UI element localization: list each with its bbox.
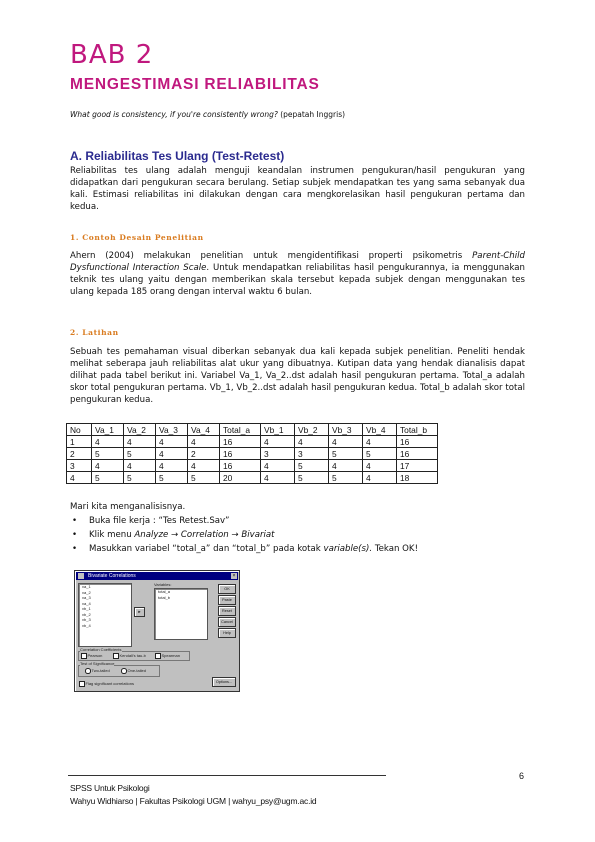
column-header: Total_a xyxy=(220,424,261,436)
table-cell: 4 xyxy=(124,460,156,472)
table-cell: 5 xyxy=(124,472,156,484)
page-number: 6 xyxy=(519,771,525,781)
footer-divider xyxy=(68,775,386,776)
one-tailed-option xyxy=(121,668,146,674)
table-cell: 17 xyxy=(397,460,438,472)
step-text: Masukkan variabel “total_a” dan “total_b” pada kotak xyxy=(89,544,324,554)
table-cell: 5 xyxy=(188,472,220,484)
step-text: Buka file kerja : “Tes Retest.Sav” xyxy=(89,516,230,526)
section-paragraph: Reliabilitas tes ulang adalah menguji keandalan instrumen pengukuran/hasil pengukuran yang didapatkan dari pengukuran secara berulang. Setiap subjek mendapatkan tes yang sama sebanyak dua kali. Estimasi reliabilitas ini dilakukan dengan cara mengkorelasikan hasil pengukuran pertama dan kedua. xyxy=(70,166,525,212)
list-item: va_3 xyxy=(82,595,91,600)
table-cell: 3 xyxy=(67,460,92,472)
table-cell: 5 xyxy=(92,472,124,484)
table-cell: 4 xyxy=(188,460,220,472)
column-header: Vb_3 xyxy=(329,424,363,436)
dialog-titlebar xyxy=(76,572,238,580)
checkbox-icon xyxy=(113,653,119,659)
table-cell: 5 xyxy=(295,460,329,472)
chapter-title: MENGESTIMASI RELIABILITAS xyxy=(70,76,320,93)
column-header: Va_1 xyxy=(92,424,124,436)
table-cell: 2 xyxy=(67,448,92,460)
box-name: variable(s). xyxy=(323,544,373,554)
column-header: No xyxy=(67,424,92,436)
table-cell: 5 xyxy=(363,448,397,460)
pearson-option xyxy=(81,653,102,659)
table-cell: 4 xyxy=(363,436,397,448)
table-cell: 16 xyxy=(220,436,261,448)
list-item xyxy=(70,528,525,542)
option-label: Flag significant correlations xyxy=(85,681,134,686)
paragraph-text: . Untuk mendapatkan reliabilitas hasil pengukurannya, ia menggunakan teknik tes ulang yaitu dengan memberikan skala tersebut kepada subjek dengan menggunakan tes ulang kepada 185 orang dengan interval waktu 6 bulan. xyxy=(70,263,525,297)
table-cell: 4 xyxy=(124,436,156,448)
table-cell: 4 xyxy=(67,472,92,484)
checkbox-icon xyxy=(79,681,85,687)
epigraph-source: (pepatah Inggris) xyxy=(277,110,346,119)
flag-significant-option xyxy=(79,681,134,687)
list-item: va_2 xyxy=(82,589,91,595)
table-cell: 3 xyxy=(295,448,329,460)
option-label: One-tailed xyxy=(127,668,146,673)
section-heading: A. Reliabilitas Tes Ulang (Test-Retest) xyxy=(70,149,285,163)
checkbox-icon xyxy=(81,653,87,659)
footer-author: Wahyu Widhiarso | Fakultas Psikologi UGM | wahyu_psy@ugm.ac.id xyxy=(70,796,317,806)
reset-button: Reset xyxy=(218,606,236,616)
table-cell: 4 xyxy=(261,472,295,484)
table-cell: 5 xyxy=(124,448,156,460)
table-cell: 4 xyxy=(329,436,363,448)
significance-label: Test of Significance xyxy=(80,661,115,666)
exercise-paragraph: Sebuah tes pemahaman visual diberkan sebanyak dua kali kepada subjek penelitian. Peneliti hendak melihat seberapa jauh reliabilitas alat ukur yang dibuatnya. Kutipan data yang hendak dianalisis dapat dilihat pada tabel berikut ini. Variabel Va_1, Va_2..dst adalah hasil pengukuran pertama. Total_a adalah skor total pengukuran pertama. Vb_1, Vb_2..dst adalah hasil pengukuran kedua. Total_b adalah skor total pengukuran kedua. xyxy=(70,347,525,405)
column-header: Vb_4 xyxy=(363,424,397,436)
app-icon xyxy=(78,573,84,579)
list-item: vb_4 xyxy=(82,622,91,628)
variables-label: Variables: xyxy=(154,582,172,587)
subsection-heading-2: 2. Latihan xyxy=(70,328,119,337)
table-row xyxy=(67,436,438,448)
epigraph-quote: What good is consistency, if you're consistently wrong? xyxy=(70,110,278,119)
table-cell: 4 xyxy=(295,436,329,448)
table-cell: 5 xyxy=(295,472,329,484)
table-cell: 5 xyxy=(92,448,124,460)
ok-button: OK xyxy=(218,584,236,594)
help-button: Help xyxy=(218,628,236,638)
spearman-option xyxy=(155,653,180,659)
source-variable-list xyxy=(78,583,132,647)
coefficients-label: Correlation Coefficients xyxy=(80,647,122,652)
table-cell: 18 xyxy=(397,472,438,484)
variables-list xyxy=(154,588,208,640)
list-item xyxy=(70,542,525,556)
bivariate-correlations-dialog-screenshot xyxy=(74,570,240,692)
cancel-button: Cancel xyxy=(218,617,236,627)
table-cell: 16 xyxy=(397,448,438,460)
table-cell: 4 xyxy=(329,460,363,472)
table-cell: 16 xyxy=(220,460,261,472)
radio-icon xyxy=(85,668,91,674)
table-cell: 4 xyxy=(188,436,220,448)
step-text: Klik menu xyxy=(89,530,135,540)
epigraph xyxy=(70,110,345,119)
table-cell: 4 xyxy=(156,460,188,472)
table-cell: 4 xyxy=(92,460,124,472)
table-cell: 5 xyxy=(329,448,363,460)
radio-icon xyxy=(121,668,127,674)
table-row xyxy=(67,460,438,472)
table-header-row xyxy=(67,424,438,436)
table-row xyxy=(67,472,438,484)
options-button: Options... xyxy=(212,677,236,687)
move-arrow-button: ► xyxy=(134,607,145,617)
list-item: va_1 xyxy=(82,584,91,589)
research-design-paragraph xyxy=(70,250,525,298)
column-header: Vb_2 xyxy=(295,424,329,436)
table-cell: 4 xyxy=(363,460,397,472)
steps-list xyxy=(70,514,525,556)
kendall-option xyxy=(113,653,146,659)
list-item: va_4 xyxy=(82,600,91,606)
bullet: • xyxy=(72,516,78,526)
footer-book-title: SPSS Untuk Psikologi xyxy=(70,783,150,793)
dialog-title: Bivariate Correlations xyxy=(88,573,136,579)
table-cell: 4 xyxy=(92,436,124,448)
scale-name: Parent-Child Dysfunctional Interaction Scale xyxy=(70,251,525,273)
table-cell: 4 xyxy=(156,448,188,460)
option-label: Kendall's tau-b xyxy=(119,653,146,658)
option-label: Spearman xyxy=(161,653,180,658)
column-header: Va_2 xyxy=(124,424,156,436)
list-item: total_b xyxy=(158,594,171,600)
list-item: vb_2 xyxy=(82,611,91,617)
column-header: Va_3 xyxy=(156,424,188,436)
paragraph-text: Ahern (2004) melakukan penelitian untuk mengidentifikasi properti psikometris xyxy=(70,251,473,261)
option-label: Pearson xyxy=(87,653,103,658)
column-header: Vb_1 xyxy=(261,424,295,436)
menu-path: Analyze → Correlation → Bivariat xyxy=(134,530,275,540)
table-cell: 4 xyxy=(261,460,295,472)
step-text: Tekan OK! xyxy=(372,544,419,554)
table-cell: 3 xyxy=(261,448,295,460)
table-cell: 4 xyxy=(363,472,397,484)
table-cell: 2 xyxy=(188,448,220,460)
list-item xyxy=(70,514,525,528)
table-cell: 4 xyxy=(261,436,295,448)
column-header: Total_b xyxy=(397,424,438,436)
table-cell: 5 xyxy=(156,472,188,484)
table-cell: 16 xyxy=(397,436,438,448)
column-header: Va_4 xyxy=(188,424,220,436)
list-item: vb_3 xyxy=(82,617,91,622)
table-cell: 20 xyxy=(220,472,261,484)
bullet: • xyxy=(72,530,78,540)
list-item: total_a xyxy=(158,589,171,594)
chapter-label: BAB 2 xyxy=(70,40,154,70)
list-item: vb_1 xyxy=(82,606,91,611)
checkbox-icon xyxy=(155,653,161,659)
option-label: Two-tailed xyxy=(91,668,110,673)
table-cell: 4 xyxy=(156,436,188,448)
subsection-heading-1: 1. Contoh Desain Penelitian xyxy=(70,233,204,242)
two-tailed-option xyxy=(85,668,110,674)
table-cell: 16 xyxy=(220,448,261,460)
paste-button: Paste xyxy=(218,595,236,605)
bullet: • xyxy=(72,544,78,554)
analysis-intro: Mari kita menganalisisnya. xyxy=(70,502,186,512)
data-table xyxy=(66,423,438,484)
table-cell: 5 xyxy=(329,472,363,484)
table-cell: 1 xyxy=(67,436,92,448)
table-row xyxy=(67,448,438,460)
close-icon: × xyxy=(232,573,236,579)
